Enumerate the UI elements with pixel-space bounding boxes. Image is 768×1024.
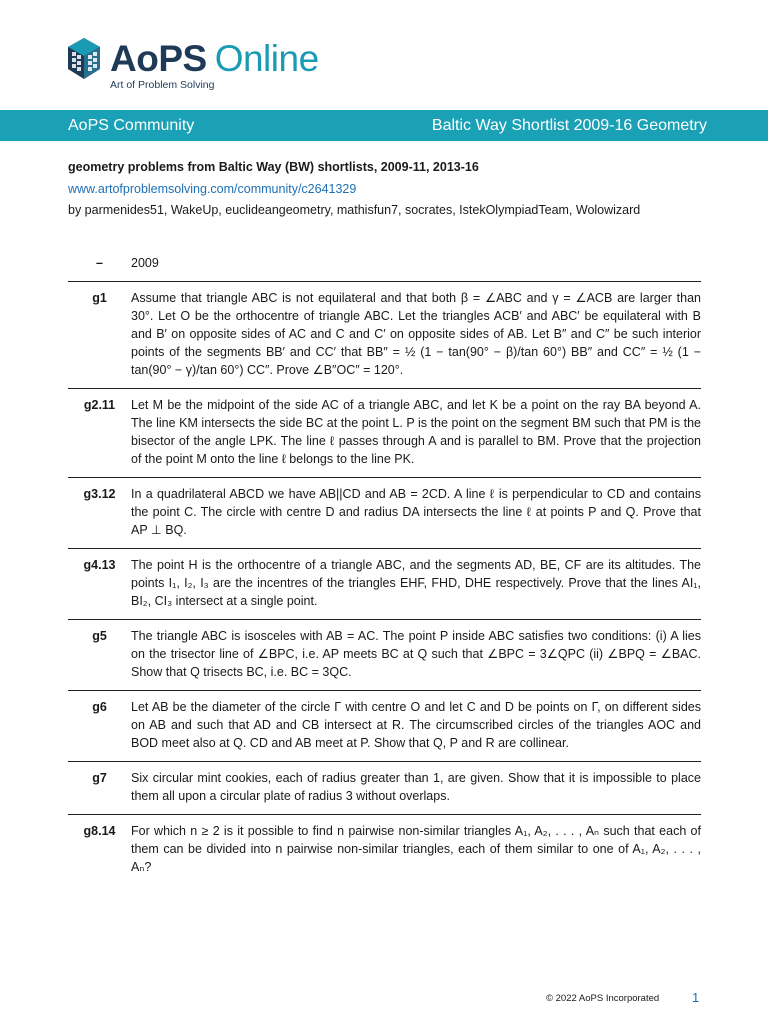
problem-label: g1 [92, 291, 107, 305]
problem-text: Assume that triangle ABC is not equilateral and that both β = ∠ABC and γ = ∠ACB are larger than 30°. Let O be the orthocentre of triangle ABC. Let the triangles ACB′ and ABC′ be equilateral with B and B′ on opposite sides of AC and C and C′ on opposite sides of AB. Let B″ and C″ be such interior points of the segments BB′ and CC′ that BB″ = ½ (1 − tan(90° − β)/tan 60°) BB″ and CC″ = ½ (1 − tan(90° − γ)/tan 60°) CC″. Prove ∠B″OC″ = 120°. [131, 291, 701, 377]
problem-row-year [68, 248, 701, 282]
collection-url-link[interactable]: www.artofproblemsolving.com/community/c2641329 [68, 181, 357, 196]
problem-label: g3.12 [83, 487, 116, 501]
logo-brand-light: Online [214, 38, 319, 79]
problem-label: g6 [92, 700, 107, 714]
problem-text: Let AB be the diameter of the circle Γ with centre O and let C and D be points on Γ, on different sides on AB and such that AD and CB intersect at R. The circumscribed circles of the triangles AOC and BOD meet also at Q. CD and AB meet at P. Show that Q, P and R are collinear. [131, 700, 701, 750]
problem-list [68, 248, 701, 885]
problem-row-g1 [68, 282, 701, 389]
banner-community[interactable]: AoPS Community [68, 116, 195, 134]
logo-brand-bold: AoPS [110, 38, 207, 79]
problem-text: In a quadrilateral ABCD we have AB||CD and AB = 2CD. A line ℓ is perpendicular to CD and contains the point C. The circle with centre D and radius DA intersects the line ℓ at points P and Q. Prove that AP ⊥ BQ. [131, 487, 701, 537]
problem-row-g2 [68, 389, 701, 478]
problem-row-g3 [68, 478, 701, 549]
problem-text: Six circular mint cookies, each of radius greater than 1, are given. Show that it is impossible to place them all upon a circular plate of radius 3 without overlaps. [131, 771, 701, 803]
collection-header [68, 157, 708, 222]
problem-label: g5 [92, 629, 107, 643]
problem-label: g2.11 [83, 398, 116, 412]
problem-label: g4.13 [83, 558, 116, 572]
footer-copyright: © 2022 AoPS Incorporated [546, 993, 660, 1004]
problem-label: g8.14 [83, 824, 116, 838]
problem-text: Let M be the midpoint of the side AC of a triangle ABC, and let K be a point on the ray BA beyond A. The line KM intersects the side BC at the point L. P is the point on the segment BM such that PM is the bisector of the angle LPK. The line ℓ passes through A and is parallel to BM. Prove that the projection of the point M onto the line ℓ belongs to the line PK. [131, 398, 701, 466]
banner-collection-title: Baltic Way Shortlist 2009-16 Geometry [431, 116, 707, 134]
problem-text: For which n ≥ 2 is it possible to find n pairwise non-similar triangles A₁, A₂, . . . , Aₙ such that each of them can be divided into n pairwise non-similar triangles, each of them similar to one of A₁, A₂, . . . , Aₙ? [131, 824, 701, 874]
problem-row-g8 [68, 815, 701, 885]
problem-text: The point H is the orthocentre of a triangle ABC, and the segments AD, BE, CF are its altitudes. The points I₁, I₂, I₃ are the incentres of the triangles EHF, FHD, DHE respectively. Prove that the lines AI₁, BI₂, CI₃ intersect at a single point. [131, 558, 701, 608]
problem-text: 2009 [131, 256, 159, 270]
aops-cube-icon [66, 36, 102, 82]
logo-subtitle: Art of Problem Solving [110, 79, 215, 91]
problem-row-g4 [68, 549, 701, 620]
aops-logo [66, 36, 319, 91]
footer-page-number: 1 [692, 990, 700, 1005]
problem-row-g6 [68, 691, 701, 762]
problem-row-g7 [68, 762, 701, 815]
problem-label: g7 [92, 771, 107, 785]
problem-text: The triangle ABC is isosceles with AB = AC. The point P inside ABC satisfies two conditions: (i) A lies on the trisector line of ∠BPC, i.e. AP meets BC at Q such that ∠BPC = 3∠QPC (ii) ∠BPQ = ∠BAC. Show that Q trisects BC, i.e. BC = 3QC. [131, 629, 701, 679]
problem-row-g5 [68, 620, 701, 691]
collection-title: geometry problems from Baltic Way (BW) shortlists, 2009-11, 2013-16 [68, 160, 479, 174]
problem-label: – [96, 256, 103, 270]
collection-authors: by parmenides51, WakeUp, euclideangeometry, mathisfun7, socrates, IstekOlympiadTeam, Wolowizard [68, 203, 641, 217]
title-banner [0, 110, 768, 141]
